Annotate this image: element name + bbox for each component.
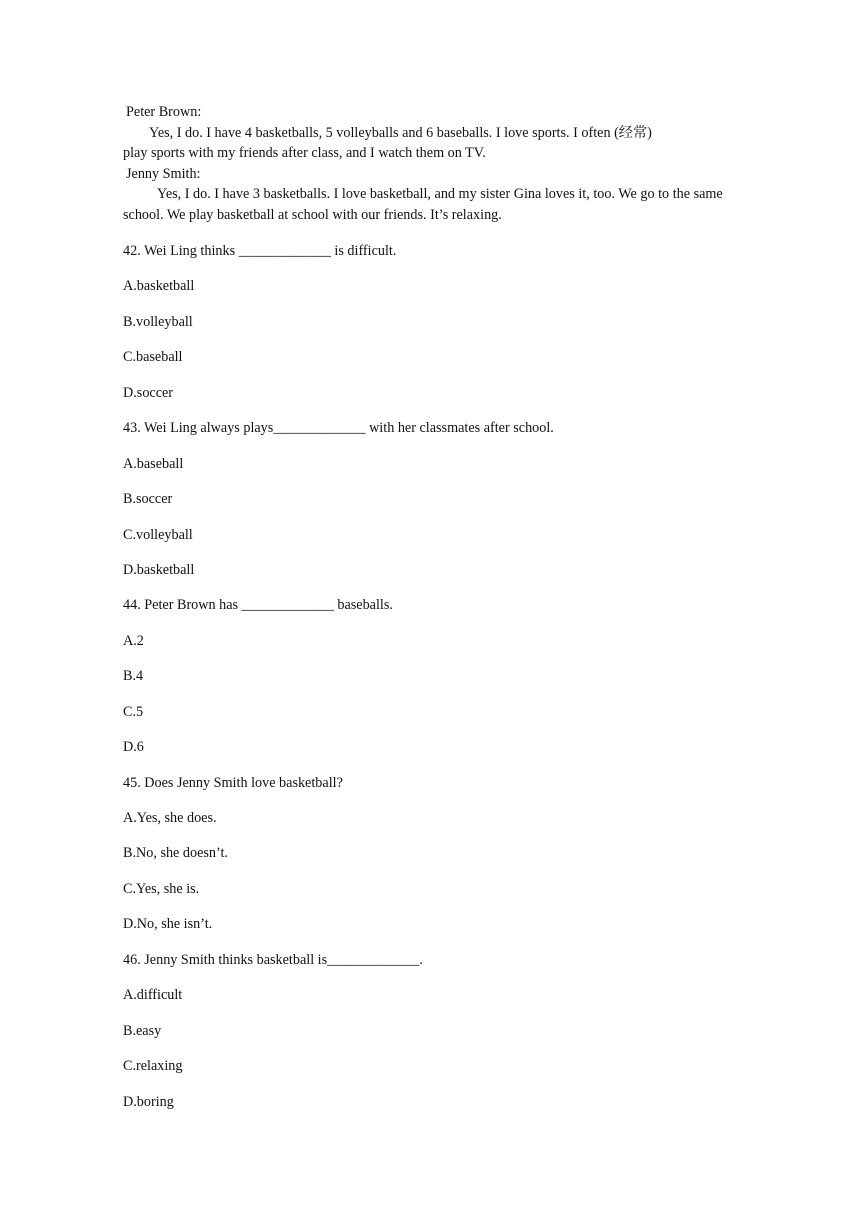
answer-option: D.6 [123, 739, 144, 756]
answer-option: D.No, she isn’t. [123, 916, 213, 933]
answer-option: C.5 [123, 703, 144, 720]
answer-option: A.2 [123, 632, 144, 649]
passage-paragraph: Yes, I do. I have 3 basketballs. I love basketball, and my sister Gina loves it, too. We go to the same school. We play basketball at school with our friends. It’s relaxing. [123, 186, 723, 223]
answer-option: C.relaxing [123, 1058, 183, 1075]
answer-option: B.volleyball [123, 313, 193, 330]
question-stem: 45. Does Jenny Smith love basketball? [123, 774, 343, 791]
answer-option: A.Yes, she does. [123, 810, 217, 826]
answer-option: C.baseball [123, 349, 183, 366]
passage-paragraph: Yes, I do. I have 4 basketballs, 5 volleyballs and 6 baseballs. I love sports. I often (经常) play sports with my friends after class, and I watch them on TV. [123, 124, 652, 161]
answer-option: A.baseball [123, 455, 184, 472]
answer-option: D.boring [123, 1093, 174, 1110]
answer-option: B.easy [123, 1022, 162, 1039]
answer-option: C.volleyball [123, 526, 193, 543]
answer-option: D.soccer [123, 384, 174, 401]
answer-option: B.soccer [123, 491, 173, 508]
answer-option: B.4 [123, 668, 144, 685]
answer-option: C.Yes, she is. [123, 880, 200, 897]
answer-option: B.No, she doesn’t. [123, 845, 228, 862]
answer-option: D.basketball [123, 561, 195, 578]
question-stem: 44. Peter Brown has _____________ baseballs. [123, 597, 393, 614]
question-stem: 46. Jenny Smith thinks basketball is_____________. [123, 951, 423, 968]
question-list [123, 241, 743, 1127]
answer-option: A.difficult [123, 987, 183, 1004]
question-stem: 42. Wei Ling thinks _____________ is difficult. [123, 243, 397, 259]
reading-passage [123, 102, 743, 225]
question-stem: 43. Wei Ling always plays_____________ with her classmates after school. [123, 420, 554, 437]
speaker-name: Jenny Smith: [126, 165, 201, 182]
speaker-name: Peter Brown: [126, 104, 202, 120]
answer-option: A.basketball [123, 278, 195, 295]
